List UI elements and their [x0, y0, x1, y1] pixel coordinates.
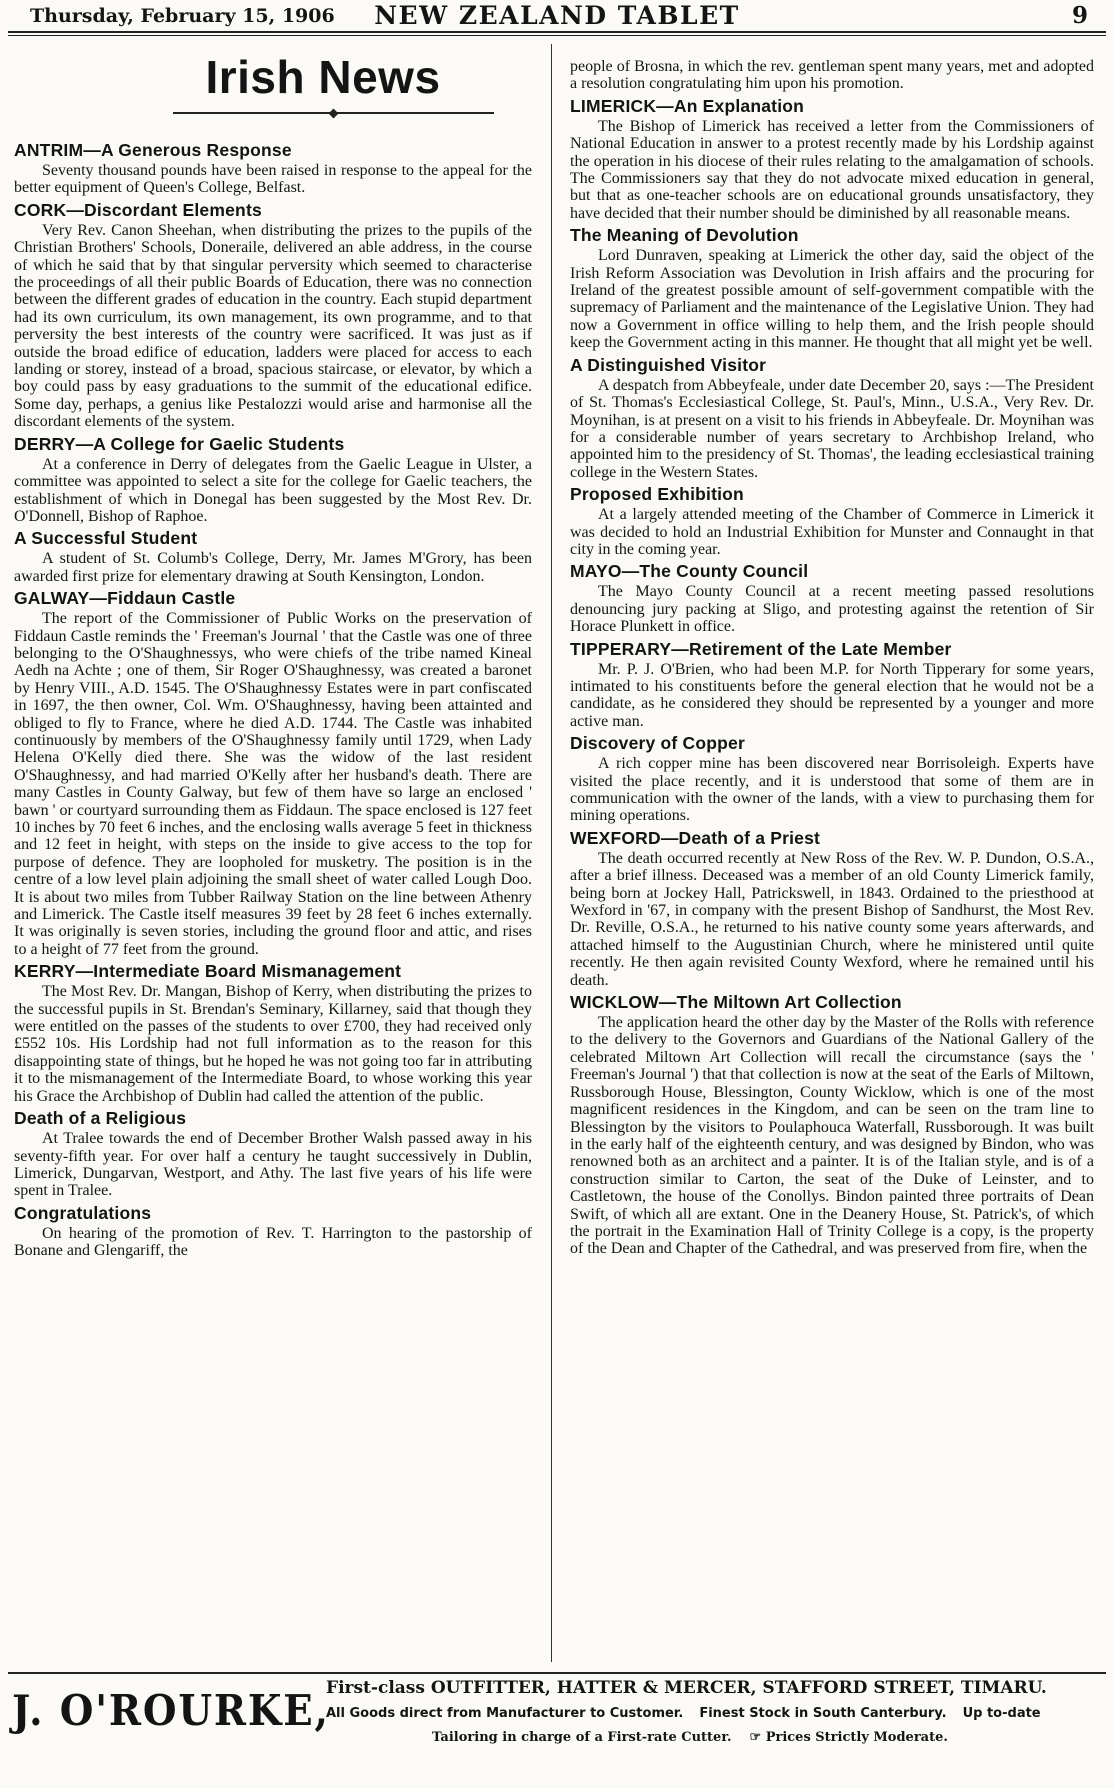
article-paragraph: A despatch from Abbeyfeale, under date December 20, says :—The President of St. Thomas's Ecclesiastical College, St. Paul's, Minn., U.S.A., Very Rev. Dr. Moynihan, is at present on a visit to his friends in Abbeyfeale. Dr. Moynihan was for a considerable number of years secretary to Archbishop Ireland, who appointed him to the presidency of St. Thomas', the leading ecclesiastical training college in the Western States. [570, 376, 1094, 481]
article-paragraph: Very Rev. Canon Sheehan, when distributing the prizes to the pupils of the Christian Brothers' Schools, Doneraile, delivered an able address, in the course of which he said that by that singular perversity which seemed to characterise the proceedings of all their public Boards of Education, there was no connection between the different grades of education in the country. Each stupid department had its own curriculum, its own management, its own programme, and to that perversity the best interests of the country were sacrificed. It was just as if outside the broad edifice of education, ladders were placed for access to each landing or storey, instead of a broad, spacious staircase, or elevator, by which a boy could pass by easy graduations to the summit of the educational edifice. Some day, perhaps, a genius like Pestalozzi would arise and harmonise all the discordant elements of the system. [14, 221, 532, 431]
article [570, 992, 1094, 1258]
article-paragraph: At a largely attended meeting of the Chamber of Commerce in Limerick it was decided to hold an Industrial Exhibition for Munster and Connaught in that city in the coming year. [570, 506, 1094, 558]
article-heading: The Meaning of Devolution [570, 225, 799, 246]
ad-prices: ☞ Prices Strictly Moderate. [749, 1730, 948, 1745]
column-divider [551, 44, 552, 1662]
article-paragraph: A student of St. Columb's College, Derry, Mr. James M'Grory, has been awarded first prize for elementary drawing at South Kensington, London. [14, 550, 532, 585]
article-heading: GALWAY—Fiddaun Castle [14, 588, 236, 609]
article [14, 961, 532, 1105]
article [14, 1203, 532, 1260]
left-articles [14, 140, 532, 1260]
article-heading: ANTRIM—A Generous Response [14, 140, 292, 160]
article [570, 561, 1094, 635]
article [14, 434, 532, 526]
article-paragraph: The application heard the other day by the Master of the Rolls with reference to the delivery to the Governors and Guardians of the National Gallery of the celebrated Miltown Art Collection will recall the circumstance (says the ' Freeman's Journal ') that that collection is now at the seat of the Earls of Miltown, Russborough House, Blessington, County Wicklow, which is one of the most magnificent residences in the Kingdom, and can be seen on the tram line to Blessington by the visitors to Poulaphouca Waterfall, Russborough. It was built in the early half of the eighteenth century, and was designed by Bindon, who was renowned both as an architect and a painter. It is of the Italian style, and is of a construction similar to Carton, the seat of the Duke of Leinster, and to Castletown, the house of the Conollys. Bindon painted three portraits of Dean Swift, of which all are extant. One in the Deanery House, St. Patrick's, of which the portrait in the Examination Hall of Trinity College is a copy, is the property of the Dean and Chapter of the Cathedral, and was preserved from fire, when the [570, 1014, 1094, 1258]
right-column [570, 58, 1094, 1662]
article-heading: LIMERICK—An Explanation [570, 95, 805, 116]
article-paragraph: The Most Rev. Dr. Mangan, Bishop of Kerry, when distributing the prizes to the successful pupils in St. Brendan's Seminary, Killarney, said that though they were entitled on the passes of the students to over £700, they had received only £552 10s. His Lordship had not full information as to the reason for this disappointing state of things, but he hoped he was not going too far in attributing it to the mismanagement of the Intermediate Board, to whose working this year his Grace the Archbishop of Dublin had called the attention of the public. [14, 983, 532, 1105]
issue-date: Thursday, February 15, 1906 [30, 5, 335, 27]
article [570, 484, 1094, 558]
article-heading: CORK—Discordant Elements [14, 199, 262, 220]
ad-tagline: First-class OUTFITTER, HATTER & MERCER, STAFFORD STREET, TIMARU. [326, 1678, 1047, 1698]
article-heading: Death of a Religious [14, 1108, 187, 1129]
article [570, 225, 1094, 351]
article-heading: A Successful Student [14, 528, 198, 549]
diamond-icon [328, 108, 338, 118]
ad-tailoring: Tailoring in charge of a First-rate Cutter. [432, 1730, 732, 1745]
article-paragraph: At Tralee towards the end of December Brother Walsh passed away in his seventy-fifth year. For over half a century he taught successively in Dublin, Limerick, Dungarvan, Westport, and Athy. The last five years of his life were spent in Tralee. [14, 1130, 532, 1200]
advertiser-name: J. O'ROURKE, [12, 1686, 330, 1735]
article-heading: MAYO—The County Council [570, 561, 809, 582]
article-paragraph: At a conference in Derry of delegates from the Gaelic League in Ulster, a committee was appointed to select a site for the college for Gaelic teachers, the establishment of which in Donegal has been suggested by the Most Rev. Dr. O'Donnell, Bishop of Raphoe. [14, 455, 532, 525]
ornament-rule-right [334, 112, 494, 114]
article [570, 96, 1094, 222]
article [14, 200, 532, 431]
ad-detail-stock: Finest Stock in South Canterbury. [699, 1706, 947, 1721]
article [14, 528, 532, 585]
publication-title: NEW ZEALAND TABLET [374, 1, 740, 30]
article [570, 639, 1094, 731]
ad-footer [432, 1730, 948, 1745]
left-column [14, 44, 532, 1662]
article-heading: Proposed Exhibition [570, 484, 744, 505]
article-paragraph: A rich copper mine has been discovered near Borrisoleigh. Experts have visited the place recently, and it is understood that some of them are in communication with the owner of the lands, with a view to purchasing them for mining operations. [570, 755, 1094, 825]
article-paragraph: Lord Dunraven, speaking at Limerick the other day, said the object of the Irish Reform Association was Devolution in Irish affairs and the procuring for Ireland of the greatest possible amount of self-government compatible with the supremacy of Parliament and the maintenance of the Legislative Union. They had now a Government in office willing to help them, and the Irish people should keep the Government acting in this manner. He thought that all might yet be well. [570, 247, 1094, 352]
article-heading: A Distinguished Visitor [570, 354, 767, 375]
ornament-rule-left [173, 112, 333, 114]
article-paragraph: The report of the Commissioner of Public Works on the preservation of Fiddaun Castle reminds the ' Freeman's Journal ' that the Castle was one of three belonging to the O'Shaughnessys, who were chiefs of the tribe named Kineal Aedh na Achte ; one of them, Sir Roger O'Shaughnessy, was created a baronet by Henry VIII., A.D. 1545. The O'Shaughnessy Estates were in part confiscated in 1697, the then owner, Col. Wm. O'Shaughnessy, having been attainted and obliged to fly to France, where he died A.D. 1744. The Castle was inhabited continuously by members of the O'Shaughnessy family until 1729, when Lady Helena O'Kelly died there. She was the widow of the last resident O'Shaughnessy, and had married O'Kelly after her husband's death. There are many Castles in County Galway, but few of them have so large an enclosed ' bawn ' or courtyard surrounding them as Fiddaun. The space enclosed is 127 feet 10 inches by 70 feet 6 inches, and the enclosing walls average 5 feet in thickness and 12 feet in height, with steps on the inside to give access to the top for purpose of defence. They are loopholed for musketry. The position is in the centre of a low level plain adjoining the small sheet of water called Lough Doo. It is about two miles from Tubber Railway Station on the line between Athenry and Limerick. The Castle itself measures 39 feet by 28 feet 6 inches externally. It was originally is seven stories, including the ground floor and attic, and rises to a height of 77 feet from the ground. [14, 610, 532, 958]
article-paragraph: On hearing of the promotion of Rev. T. Harrington to the pastorship of Bonane and Glengariff, the [14, 1224, 532, 1260]
masthead-rule [8, 31, 1106, 36]
advertisement [0, 1672, 1114, 1788]
article-heading: TIPPERARY—Retirement of the Late Member [570, 638, 952, 659]
article [14, 140, 532, 197]
continued-paragraph: people of Brosna, in which the rev. gentleman spent many years, met and adopted a resolution congratulating him upon his promotion. [570, 58, 1094, 93]
ad-detail-uptodate: Up to-date [962, 1706, 1041, 1721]
ad-detail-goods: All Goods direct from Manufacturer to Customer. [326, 1706, 684, 1721]
article-paragraph: The Bishop of Limerick has received a letter from the Commissioners of National Education in answer to a protest recently made by his Lordship against the operation in his diocese of their rules relating to the amalgamation of schools. The Commissioners say that they do not advocate mixed education in general, but that as one-teacher schools are on educational grounds unsatisfactory, they have decided that their number should be diminished by all reasonable means. [570, 117, 1094, 222]
article [570, 828, 1094, 989]
article-heading: Discovery of Copper [570, 733, 745, 754]
right-articles [570, 96, 1094, 1258]
article-paragraph: Mr. P. J. O'Brien, who had been M.P. for North Tipperary for some years, intimated to his constituents before the general election that he would not be a candidate, as he considered they should be represented by a younger and more active man. [570, 660, 1094, 730]
article-heading: Congratulations [14, 1202, 152, 1223]
page-number: 9 [1071, 2, 1088, 29]
section-title: Irish News [205, 51, 441, 103]
article-paragraph: Seventy thousand pounds have been raised in response to the appeal for the better equipment of Queen's College, Belfast. [14, 162, 532, 197]
article [14, 1108, 532, 1200]
title-ornament [14, 104, 532, 124]
article-heading: DERRY—A College for Gaelic Students [14, 433, 345, 454]
article [570, 355, 1094, 481]
ad-details [326, 1706, 1041, 1721]
masthead [0, 0, 1114, 36]
article-paragraph: The Mayo County Council at a recent meeting passed resolutions denouncing jury packing at Sligo, and protesting against the retention of Sir Horace Plunkett in office. [570, 583, 1094, 636]
article-heading: WICKLOW—The Miltown Art Collection [570, 992, 902, 1013]
article-heading: KERRY—Intermediate Board Mismanagement [14, 961, 402, 982]
article [14, 588, 532, 958]
ad-rule [8, 1672, 1106, 1674]
article-paragraph: The death occurred recently at New Ross of the Rev. W. P. Dundon, O.S.A., after a brief illness. Deceased was a member of an old County Limerick family, being born at Jockey Hall, Patrickswell, in 1843. Ordained to the priesthood at Wexford in '67, in company with the present Bishop of Sandhurst, the Most Rev. Dr. Reville, O.S.A., he returned to his native county some years afterwards, and attached himself to the Augustinian Church, where he ministered until quite recently. He then again revisited County Wexford, where he remained until his death. [570, 849, 1094, 989]
article [570, 733, 1094, 825]
article-heading: WEXFORD—Death of a Priest [570, 827, 821, 848]
